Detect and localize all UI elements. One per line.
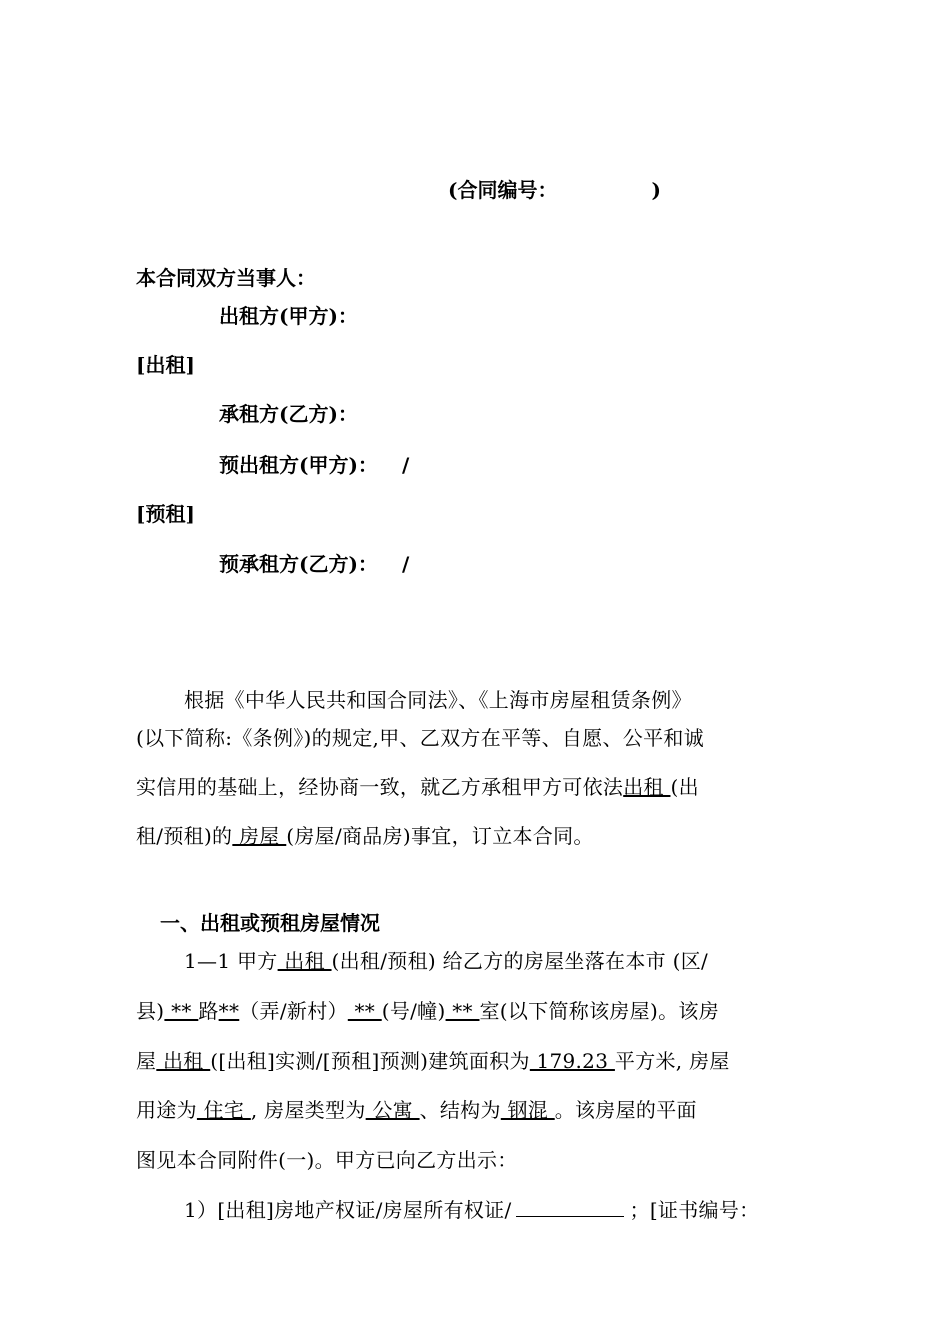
- pre-lessee-label: 预承租方(乙方)：: [219, 552, 378, 576]
- pre-lessor-line: [219, 449, 409, 478]
- s1-text: 县): [136, 999, 165, 1023]
- lessee-label: 承租方(乙方)：: [219, 402, 358, 426]
- s1-text: 屋: [136, 1049, 157, 1073]
- s1-line-6: [184, 1194, 759, 1223]
- intro-text: 租/预租)的: [136, 824, 233, 848]
- s1-line-4: [136, 1094, 697, 1123]
- s1-text: 室(以下简称该房屋)。该房: [479, 999, 719, 1023]
- intro-line-2: (以下简称:《条例》)的规定,甲、乙双方在平等、自愿、公平和诚: [136, 726, 705, 750]
- rent-type-field: 出租: [623, 775, 671, 799]
- s1-lane-field: **: [218, 999, 240, 1023]
- s1-text: ；[证书编号：: [629, 1198, 760, 1222]
- section-1-heading: 一、出租或预租房屋情况: [160, 911, 380, 935]
- s1-text: , 房屋类型为: [250, 1098, 366, 1122]
- rent-tag: [出租]: [136, 353, 195, 377]
- prerent-tag: [预租]: [136, 502, 195, 526]
- s1-text: (号/幢): [381, 999, 446, 1023]
- s1-text: （弄/新村）: [239, 999, 348, 1023]
- intro-line-4: [136, 820, 594, 849]
- pre-lessor-label: 预出租方(甲方)：: [219, 453, 378, 477]
- house-type-field: 房屋: [232, 824, 287, 848]
- s1-text: ([出租]实测/[预租]预测)建筑面积为: [210, 1049, 530, 1073]
- s1-line-3: [136, 1045, 730, 1074]
- s1-line-2: [136, 995, 719, 1024]
- contract-number-label: (合同编号：: [448, 178, 558, 202]
- contract-number-line: [448, 174, 661, 203]
- s1-road-field: **: [164, 999, 199, 1023]
- s1-measure-type-field: 出租: [156, 1049, 211, 1073]
- pre-lessee-value: /: [401, 552, 410, 576]
- s1-text: 。该房屋的平面: [554, 1098, 697, 1122]
- s1-line-5: 图见本合同附件(一)。甲方已向乙方出示：: [136, 1148, 518, 1172]
- s1-structure-field: 钢混: [500, 1098, 555, 1122]
- s1-text: (出租/预租) 给乙方的房屋坐落在本市 (区/: [331, 949, 709, 973]
- intro-line-3: [136, 771, 699, 800]
- s1-rent-field: 出租: [277, 949, 332, 973]
- s1-line-1: [184, 945, 708, 974]
- contract-number-close: ): [651, 178, 661, 202]
- s1-text: 用途为: [136, 1098, 197, 1122]
- s1-text: 、结构为: [419, 1098, 501, 1122]
- certificate-blank: [516, 1198, 624, 1217]
- pre-lessee-line: [219, 548, 409, 577]
- s1-text: 1）[出租]房地产权证/房屋所有权证/: [184, 1198, 512, 1222]
- s1-text: 路: [198, 999, 219, 1023]
- s1-area-field: 179.23: [529, 1049, 615, 1073]
- s1-text: 平方米, 房屋: [614, 1049, 730, 1073]
- lessor-label: 出租方(甲方)：: [219, 304, 358, 328]
- s1-usage-field: 住宅: [196, 1098, 251, 1122]
- intro-text: (房屋/商品房)事宜，订立本合同。: [286, 824, 594, 848]
- s1-number-field: **: [347, 999, 382, 1023]
- parties-heading: 本合同双方当事人：: [136, 266, 316, 290]
- s1-room-field: **: [445, 999, 480, 1023]
- intro-text: 实信用的基础上，经协商一致，就乙方承租甲方可依法: [136, 775, 624, 799]
- intro-line-1: 根据《中华人民共和国合同法》、《上海市房屋租赁条例》: [184, 688, 692, 712]
- s1-text: 1—1 甲方: [184, 949, 278, 973]
- pre-lessor-value: /: [401, 453, 410, 477]
- s1-house-type-field: 公寓: [365, 1098, 420, 1122]
- intro-text: (出: [670, 775, 699, 799]
